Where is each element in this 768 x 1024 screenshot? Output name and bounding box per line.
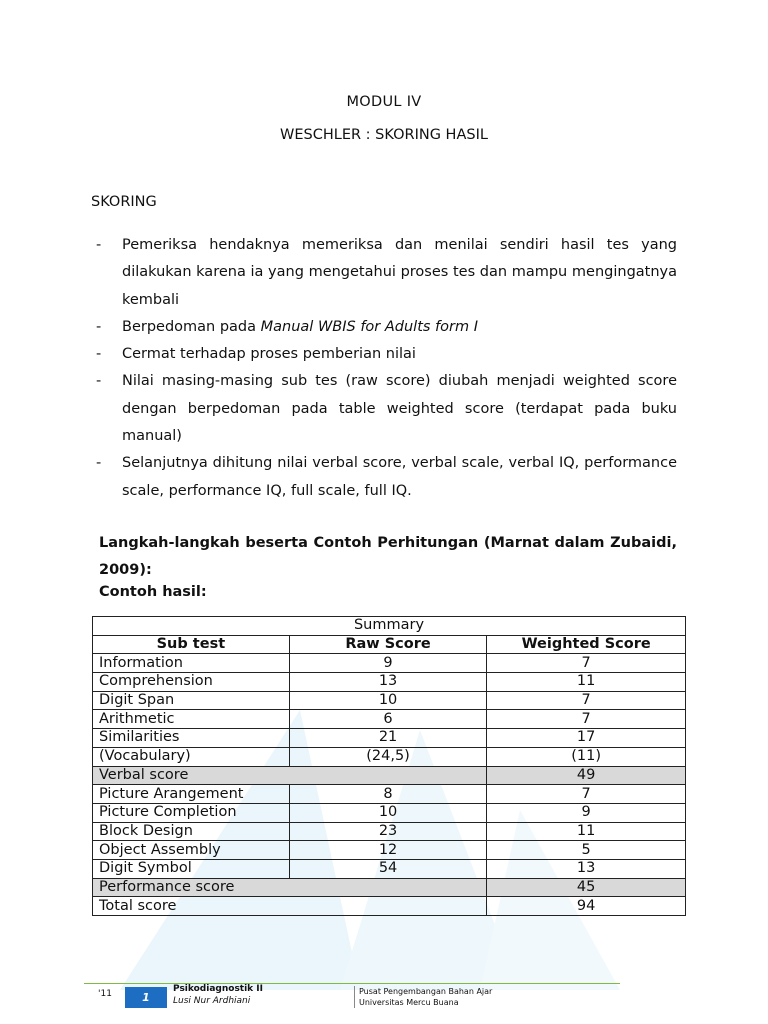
cell-weighted-score: 45: [487, 878, 686, 897]
cell-sub-test: Performance score: [93, 878, 290, 897]
cell-sub-test: Verbal score: [93, 766, 290, 785]
footer-course: Psikodiagnostik II: [173, 984, 263, 994]
section-heading: SKORING: [91, 194, 157, 210]
bullet-item: [96, 232, 677, 314]
table-row: [93, 747, 686, 766]
cell-sub-test: Digit Symbol: [93, 859, 290, 878]
cell-sub-test: Arithmetic: [93, 710, 290, 729]
page-number: 1: [125, 987, 167, 1008]
cell-sub-test: Picture Completion: [93, 803, 290, 822]
bullet-list: [96, 232, 677, 505]
bullet-italic-text: Manual WBIS for Adults form I: [260, 318, 478, 335]
bullet-text: Selanjutnya dihitung nilai verbal score, verbal scale, verbal IQ, performance scale, performance IQ, full scale, full IQ.: [122, 455, 677, 499]
table-row: [93, 897, 686, 916]
table-row: [93, 785, 686, 804]
bullet-item: [96, 450, 677, 505]
bullet-dash: -: [96, 455, 102, 472]
cell-sub-test: Object Assembly: [93, 841, 290, 860]
bullet-dash: -: [96, 346, 102, 363]
cell-raw-score: [289, 766, 487, 785]
cell-weighted-score: 5: [487, 841, 686, 860]
cell-weighted-score: 7: [487, 710, 686, 729]
cell-sub-test: Comprehension: [93, 673, 290, 692]
cell-raw-score: 13: [289, 673, 487, 692]
cell-raw-score: [289, 878, 487, 897]
bullet-text: Cermat terhadap proses pemberian nilai: [122, 346, 416, 363]
cell-raw-score: 21: [289, 729, 487, 748]
table-row: [93, 841, 686, 860]
table-row: [93, 822, 686, 841]
cell-weighted-score: 9: [487, 803, 686, 822]
cell-weighted-score: 13: [487, 859, 686, 878]
table-row: [93, 654, 686, 673]
bullet-text: Berpedoman pada: [122, 318, 261, 335]
bullet-item: [96, 341, 677, 368]
table-caption: Summary: [93, 617, 686, 636]
footer-rule: [84, 983, 620, 984]
cell-weighted-score: 11: [487, 822, 686, 841]
cell-raw-score: 54: [289, 859, 487, 878]
steps-intro: Langkah-langkah beserta Contoh Perhitungan (Marnat dalam Zubaidi, 2009):: [99, 535, 677, 578]
header-sub-test: Sub test: [93, 635, 290, 654]
cell-weighted-score: 49: [487, 766, 686, 785]
cell-raw-score: 10: [289, 803, 487, 822]
cell-weighted-score: 17: [487, 729, 686, 748]
cell-sub-test: Picture Arangement: [93, 785, 290, 804]
header-raw-score: Raw Score: [289, 635, 487, 654]
table-row: [93, 859, 686, 878]
table-row: [93, 691, 686, 710]
footer-divider: [354, 986, 355, 1008]
cell-weighted-score: (11): [487, 747, 686, 766]
cell-raw-score: 12: [289, 841, 487, 860]
cell-raw-score: 10: [289, 691, 487, 710]
cell-sub-test: Digit Span: [93, 691, 290, 710]
table-row: [93, 673, 686, 692]
table-row: [93, 803, 686, 822]
cell-raw-score: 23: [289, 822, 487, 841]
cell-sub-test: (Vocabulary): [93, 747, 290, 766]
bullet-dash: -: [96, 318, 102, 335]
bullet-item: [96, 368, 677, 450]
cell-weighted-score: 7: [487, 785, 686, 804]
footer-year: '11: [98, 989, 112, 999]
bullet-item: [96, 314, 677, 341]
footer-author: Lusi Nur Ardhiani: [173, 996, 251, 1006]
table-row: [93, 878, 686, 897]
cell-weighted-score: 94: [487, 897, 686, 916]
cell-weighted-score: 11: [487, 673, 686, 692]
cell-sub-test: Total score: [93, 897, 290, 916]
cell-raw-score: (24,5): [289, 747, 487, 766]
bullet-text: Pemeriksa hendaknya memeriksa dan menilai sendiri hasil tes yang dilakukan karena ia yang mengetahui proses tes dan mampu mengingatnya kembali: [122, 237, 677, 308]
cell-raw-score: [289, 897, 487, 916]
summary-table: [92, 616, 686, 916]
bullet-dash: -: [96, 237, 102, 253]
cell-weighted-score: 7: [487, 654, 686, 673]
footer-university: Universitas Mercu Buana: [359, 998, 459, 1007]
table-row: [93, 729, 686, 748]
module-title: MODUL IV: [346, 94, 422, 110]
cell-weighted-score: 7: [487, 691, 686, 710]
table-row: [93, 710, 686, 729]
footer-org: Pusat Pengembangan Bahan Ajar: [359, 987, 493, 996]
bullet-dash: -: [96, 373, 102, 390]
example-label: Contoh hasil:: [99, 584, 207, 600]
cell-sub-test: Information: [93, 654, 290, 673]
table-row: [93, 766, 686, 785]
cell-sub-test: Block Design: [93, 822, 290, 841]
module-subtitle: WESCHLER : SKORING HASIL: [280, 127, 488, 143]
cell-raw-score: 8: [289, 785, 487, 804]
cell-raw-score: 9: [289, 654, 487, 673]
cell-raw-score: 6: [289, 710, 487, 729]
header-weighted-score: Weighted Score: [487, 635, 686, 654]
bullet-text: Nilai masing-masing sub tes (raw score) diubah menjadi weighted score dengan berpedoman pada table weighted score (terdapat pada buku manual): [122, 373, 677, 445]
cell-sub-test: Similarities: [93, 729, 290, 748]
